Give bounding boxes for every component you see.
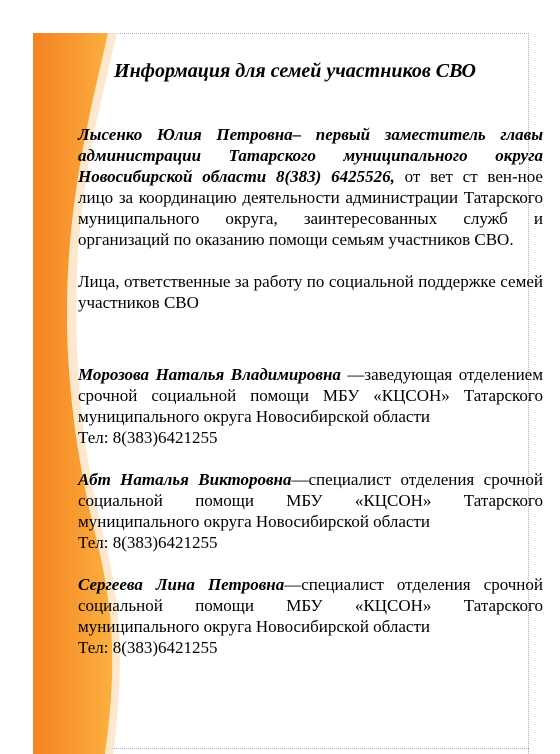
main-content [78,124,543,658]
responsible-person-paragraph [78,124,543,250]
contacts-intro: Лица, ответственные за работу по социальной поддержке семей участников СВО [78,272,543,312]
contact-role: —специалист отделения срочной социальной помощи МБУ «КЦСОН» Татарского муниципального округа Новосибирской области [78,575,543,636]
responsible-person-position: – первый заместитель главы администрации Татарского муниципального округа Новосибирской области 8(383) 6425526, [78,125,543,186]
responsible-person-name: Лысенко Юлия Петровна [78,125,293,144]
contact-name: Абт Наталья Викторовна [78,470,292,489]
page-title: Информация для семей участников СВО [114,60,476,82]
contact-block [78,469,543,553]
contact-phone: Тел: 8(383)6421255 [78,428,218,447]
contact-block [78,364,543,448]
contact-block [78,574,543,658]
contact-role: —заведующая отделением срочной социальной помощи МБУ «КЦСОН» Татарского муниципального округа Новосибирской области [78,365,543,426]
contact-role: —специалист отделения срочной социальной помощи МБУ «КЦСОН» Татарского муниципального округа Новосибирской области [78,470,543,531]
contact-name: Морозова Наталья Владимировна [78,365,341,384]
contact-name: Сергеева Лина Петровна [78,575,285,594]
responsible-person-description: от вет ст вен-ное лицо за координацию деятельности администрации Татарского муниципального округа, заинтересованных служб и организаций по оказанию помощи семьям участников СВО. [78,167,543,249]
contact-phone: Тел: 8(383)6421255 [78,533,218,552]
contact-phone: Тел: 8(383)6421255 [78,638,218,657]
